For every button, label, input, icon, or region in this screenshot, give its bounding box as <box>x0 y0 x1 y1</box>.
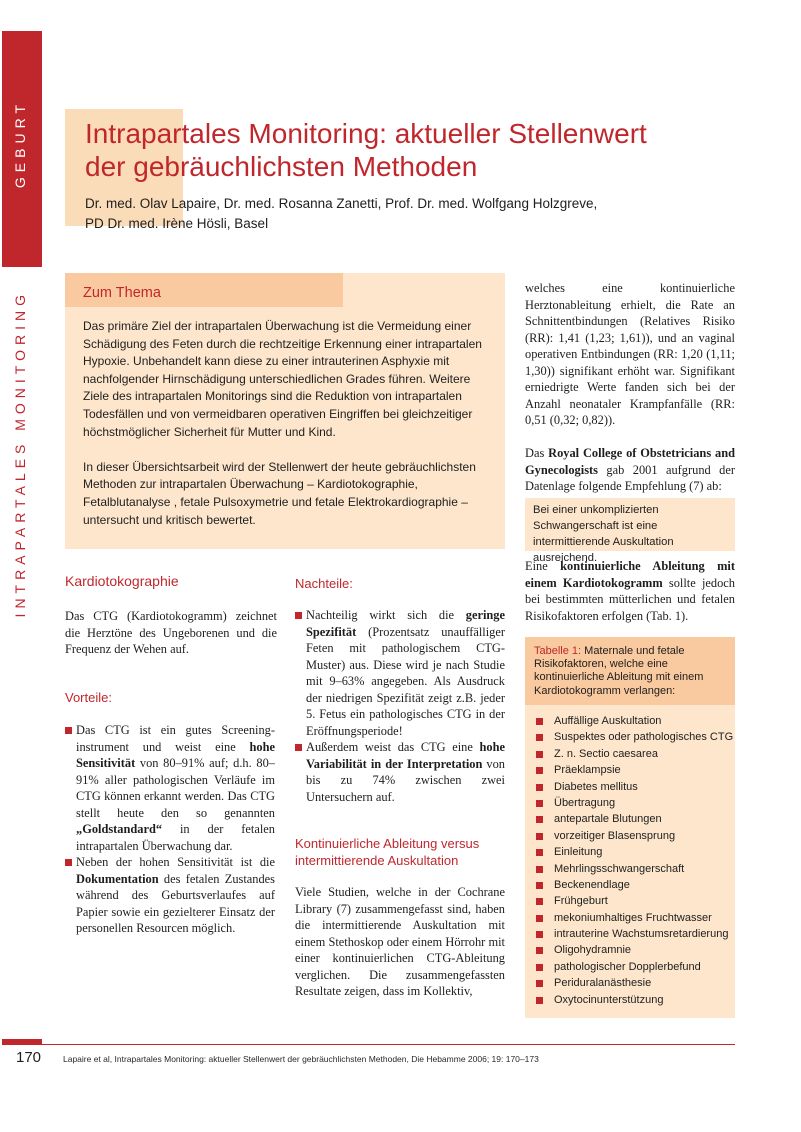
nachteile-bullet-2 <box>295 739 505 805</box>
authors <box>85 194 685 234</box>
footer-rule <box>42 1044 735 1045</box>
text: gab 2001 aufgrund der Datenlage folgende Empfehlung (7) ab: <box>525 462 735 493</box>
thema-text <box>83 318 491 547</box>
emphasis: hohe Sensitivität <box>76 739 275 770</box>
col1-intro <box>65 608 277 658</box>
text: des fetalen Zustandes während des Geburtsverlaufes auf Papier sowie ein gezielterer Einsatz der personellen Resourcen möglich. <box>76 871 275 935</box>
cochrane-paragraph: Viele Studien, welche in der Cochrane Library (7) zusammengefasst sind, haben die intermittierende Auskultation mit einem Stethoskop oder einem Hörrohr mit einer kontinuierlichen CTG-Ableitung verglichen. Die zusammengefassten Resultate zeigen, dass im Kollektiv, <box>295 885 505 998</box>
emphasis: kontinuierliche Ableitung mit einem Kardiotokogramm <box>525 559 735 590</box>
list-item: vorzeitiger Blasensprung <box>536 828 731 844</box>
article-title <box>85 117 745 183</box>
subheading-line-2: intermittierende Auskultation <box>295 852 459 868</box>
col2-paragraph <box>295 884 505 1000</box>
authors-line-2: PD Dr. med. Irène Hösli, Basel <box>85 216 269 231</box>
vorteile-bullet-1 <box>65 722 275 854</box>
subheading-auskultation <box>295 836 505 869</box>
list-item: Frühgeburt <box>536 893 731 909</box>
list-item: Diabetes mellitus <box>536 779 731 795</box>
list-item: Präeklampsie <box>536 762 731 778</box>
vorteile-bullet-2 <box>65 854 275 937</box>
table-caption-text: Maternale und fetale Risikofaktoren, welche eine kontinuierliche Ableitung mit einem Kardiotokogramm verlangen: <box>534 645 704 697</box>
vorteile-heading: Vorteile: <box>65 690 112 705</box>
authors-line-1: Dr. med. Olav Lapaire, Dr. med. Rosanna Zanetti, Prof. Dr. med. Wolfgang Holzgreve, <box>85 196 598 211</box>
list-item: Beckenendlage <box>536 877 731 893</box>
subheading-line-1: Kontinuierliche Ableitung versus <box>295 836 480 851</box>
text: in der fetalen intrapartalen Überwachung dar. <box>76 822 275 853</box>
intro-paragraph: Das CTG (Kardiotokogramm) zeichnet die Herztöne des Ungeborenen und die Frequenz der Wehen auf. <box>65 609 277 656</box>
col3-paragraph-1 <box>525 280 735 429</box>
emphasis: hohe Variabilität in der Interpretation <box>306 740 505 771</box>
text: Außerdem weist das CTG eine <box>306 740 480 754</box>
side-topic-label: INTRAPARTALES MONITORING <box>12 290 28 618</box>
list-item: pathologischer Dopplerbefund <box>536 959 731 975</box>
text: Eine <box>525 559 561 573</box>
col3-paragraph-2 <box>525 445 735 495</box>
table-label: Tabelle 1: <box>534 645 582 657</box>
table-caption <box>534 645 724 698</box>
thema-title: Zum Thema <box>83 285 161 301</box>
page-number: 170 <box>16 1049 42 1066</box>
list-item: Suspektes oder pathologisches CTG <box>536 729 731 745</box>
section-heading-kardiotokographie: Kardiotokographie <box>65 573 179 589</box>
list-item: Oligohydramnie <box>536 942 731 958</box>
nachteile-bullet-1 <box>295 607 505 739</box>
rcog-paragraph <box>525 445 735 495</box>
thema-paragraph-2: In dieser Übersichtsarbeit wird der Stellenwert der heute gebräuchlichsten Methoden zur intrapartalen Überwachung – Kardiotokographie, Fetalblutanalyse , fetale Pulsoxymetrie und fetale Elektrokardiographie – untersucht und kritisch bewertet. <box>83 459 476 527</box>
emphasis: Royal College of Obstetricians and Gynecologists <box>525 446 735 477</box>
text: von 80–91% auf; d.h. 80–91% aller pathologischen Verläufe im CTG können erkannt werden. Das CTG stellt heute den so genannten <box>76 756 275 820</box>
list-item: Übertragung <box>536 795 731 811</box>
vorteile-list <box>65 722 275 937</box>
nachteile-list <box>295 607 505 805</box>
results-paragraph: welches eine kontinuierliche Herztonableitung erhielt, die Rate an Schnittentbindungen (Relatives Risiko (RR): 1,41 (1,23; 1,61)), und an vaginal operativen Entbindungen (RR: 1,20 (1,11; 1,30)) signifikant erhöht war. Signifikant erniedrigte Werte fanden sich bei der Anzahl neonataler Krampfanfälle (RR: 0,51 (0,32; 0,82)). <box>525 281 735 427</box>
text: Nachteilig wirkt sich die <box>306 608 466 622</box>
ctg-recommendation-paragraph <box>525 558 735 624</box>
side-section-label: GEBURT <box>12 100 28 189</box>
text: von bis zu 74% zwischen zwei Untersuchern auf. <box>306 756 505 804</box>
title-line-1: Intrapartales Monitoring: aktueller Stellenwert <box>85 118 647 149</box>
list-item: Periduralanästhesie <box>536 975 731 991</box>
list-item: intrauterine Wachstumsretardierung <box>536 926 731 942</box>
list-item: Oxytocinunterstützung <box>536 992 731 1008</box>
recommendation-text: Bei einer unkomplizierten Schwangerschaft ist eine intermittierende Auskultation ausreichend. <box>533 504 674 564</box>
emphasis: „Goldstandard“ <box>76 822 163 836</box>
citation: Lapaire et al, Intrapartales Monitoring: aktueller Stellenwert der gebräuchlichsten Methoden, Die Hebamme 2006; 19: 170–173 <box>63 1054 539 1064</box>
footer-accent <box>2 1039 42 1045</box>
list-item: Auffällige Auskultation <box>536 713 731 729</box>
risk-factor-list <box>536 713 734 1008</box>
list-item: mekoniumhaltiges Fruchtwasser <box>536 910 731 926</box>
list-item: Einleitung <box>536 844 731 860</box>
col3-paragraph-3 <box>525 558 735 624</box>
thema-paragraph-1: Das primäre Ziel der intrapartalen Überwachung ist die Vermeidung einer Schädigung des Feten durch die rechtzeitige Erkennung einer intrapartalen Hypoxie. Unbehandelt kann diese zu einer intrauterinen Asphyxie mit nachfolgender Hirnschädigung unterschiedlichen Grades führen. Weitere Ziele des intrapartalen Monitorings sind die Reduktion von intrapartalen Todesfällen und von vermeidbaren operativen Eingriffen bei gleichzeitiger höchstmöglicher Sicherheit für Mutter und Kind. <box>83 319 482 439</box>
text: (Prozentsatz unauffälliger Feten mit pathologischem CTG-Muster) aus. Diese wird je nach Studie mit 9–63% angegeben. Als Ausdruck der niedrigen Spezifität zeigt z.B. jeder 5. Fetus ein pathologisches CTG in der Eröffnungsperiode! <box>306 624 505 738</box>
text: Neben der hohen Sensitivität ist die <box>76 855 275 869</box>
text: sollte jedoch bei bestimmten mütterlichen und fetalen Risikofaktoren erfolgen (Tab. 1). <box>525 575 735 623</box>
list-item: Z. n. Sectio caesarea <box>536 746 731 762</box>
nachteile-heading: Nachteile: <box>295 576 353 591</box>
text: Das <box>525 446 549 460</box>
list-item: antepartale Blutungen <box>536 811 731 827</box>
title-line-2: der gebräuchlichsten Methoden <box>85 151 478 182</box>
emphasis: geringe Spezifität <box>306 608 505 639</box>
emphasis: Dokumentation <box>76 871 159 886</box>
text: Das CTG ist ein gutes Screening-instrument und weist eine <box>76 723 275 754</box>
list-item: Mehrlingsschwangerschaft <box>536 861 731 877</box>
